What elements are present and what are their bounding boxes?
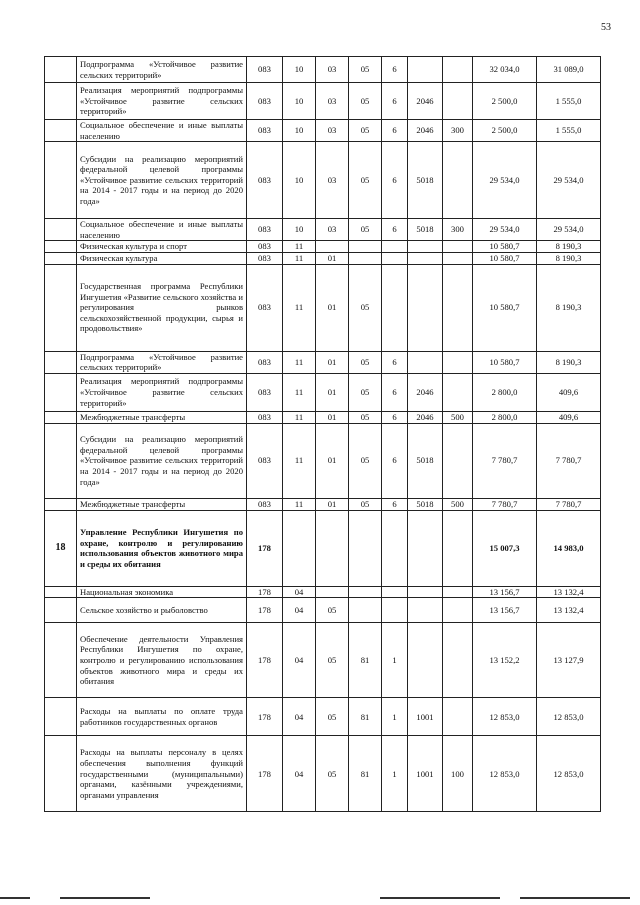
cell-c3: 01	[316, 423, 349, 498]
cell-c1: 178	[247, 698, 283, 736]
table-row	[45, 373, 601, 411]
cell-v1: 12 853,0	[473, 736, 537, 812]
cell-c1: 083	[247, 252, 283, 264]
cell-c7	[443, 373, 473, 411]
cell-v1: 13 152,2	[473, 623, 537, 698]
cell-c1: 083	[247, 498, 283, 510]
cell-name: Реализация мероприятий подпрограммы «Устойчивое развитие сельских территорий»	[77, 83, 247, 120]
table-row	[45, 57, 601, 83]
cell-idx	[45, 351, 77, 373]
cell-v2: 12 853,0	[537, 736, 601, 812]
cell-c3: 03	[316, 142, 349, 219]
cell-c3: 03	[316, 219, 349, 241]
table-row	[45, 142, 601, 219]
cell-v1: 10 580,7	[473, 264, 537, 351]
cell-v2: 409,6	[537, 411, 601, 423]
table-row	[45, 736, 601, 812]
cell-v2: 7 780,7	[537, 423, 601, 498]
cell-name: Реализация мероприятий подпрограммы «Устойчивое развитие сельских территорий»	[77, 373, 247, 411]
cell-c7	[443, 264, 473, 351]
cell-c4: 81	[349, 698, 382, 736]
cell-c3	[316, 510, 349, 586]
cell-c6	[408, 510, 443, 586]
cell-idx	[45, 57, 77, 83]
cell-v2: 13 132,4	[537, 586, 601, 598]
cell-c7	[443, 351, 473, 373]
cell-c2: 11	[283, 252, 316, 264]
cell-c1: 083	[247, 142, 283, 219]
cell-c5: 6	[382, 83, 408, 120]
cell-c5	[382, 264, 408, 351]
cell-idx	[45, 264, 77, 351]
cell-idx	[45, 498, 77, 510]
cell-c1: 083	[247, 83, 283, 120]
cell-c1: 083	[247, 423, 283, 498]
cell-c4: 05	[349, 120, 382, 142]
cell-c5: 6	[382, 498, 408, 510]
cell-name: Национальная экономика	[77, 586, 247, 598]
cell-idx	[45, 423, 77, 498]
table-row	[45, 510, 601, 586]
cell-c4	[349, 241, 382, 253]
cell-idx	[45, 120, 77, 142]
cell-c4: 05	[349, 498, 382, 510]
cell-v1: 10 580,7	[473, 241, 537, 253]
table-row	[45, 498, 601, 510]
cell-v1: 13 156,7	[473, 598, 537, 623]
cell-c5: 1	[382, 623, 408, 698]
cell-c5	[382, 241, 408, 253]
cell-c3: 03	[316, 120, 349, 142]
cell-c6	[408, 351, 443, 373]
table-row	[45, 120, 601, 142]
table-row	[45, 241, 601, 253]
cell-c3: 05	[316, 736, 349, 812]
cell-c6: 2046	[408, 411, 443, 423]
cell-c4: 05	[349, 219, 382, 241]
cell-c7	[443, 241, 473, 253]
cell-c5: 6	[382, 351, 408, 373]
cell-v2: 12 853,0	[537, 698, 601, 736]
cell-c7: 100	[443, 736, 473, 812]
cell-c6	[408, 586, 443, 598]
cell-name: Физическая культура и спорт	[77, 241, 247, 253]
cell-v2: 8 190,3	[537, 351, 601, 373]
table-row	[45, 623, 601, 698]
cell-c7	[443, 142, 473, 219]
cell-c3: 01	[316, 351, 349, 373]
cell-c6: 2046	[408, 120, 443, 142]
cell-name: Подпрограмма «Устойчивое развитие сельских территорий»	[77, 57, 247, 83]
cell-c5	[382, 598, 408, 623]
cell-c4	[349, 598, 382, 623]
cell-c2: 10	[283, 83, 316, 120]
page-number: 53	[601, 22, 611, 33]
cell-c4: 05	[349, 373, 382, 411]
cell-v2: 8 190,3	[537, 241, 601, 253]
cell-c3: 01	[316, 498, 349, 510]
cell-v1: 2 800,0	[473, 373, 537, 411]
cell-c3	[316, 586, 349, 598]
cell-idx	[45, 252, 77, 264]
cell-c7	[443, 598, 473, 623]
table-row	[45, 698, 601, 736]
cell-v2: 7 780,7	[537, 498, 601, 510]
cell-c5: 6	[382, 411, 408, 423]
cell-name: Субсидии на реализацию мероприятий федеральной целевой программы «Устойчивое развитие сельских территорий на 2014 - 2017 годы и на период до 2020 года»	[77, 142, 247, 219]
cell-c6	[408, 57, 443, 83]
cell-v2: 1 555,0	[537, 83, 601, 120]
cell-v1: 2 500,0	[473, 83, 537, 120]
cell-v1: 7 780,7	[473, 498, 537, 510]
cell-c3	[316, 241, 349, 253]
cell-c6: 5018	[408, 142, 443, 219]
cell-c1: 083	[247, 120, 283, 142]
cell-c2: 04	[283, 736, 316, 812]
cell-v2: 13 132,4	[537, 598, 601, 623]
cell-c3: 05	[316, 598, 349, 623]
cell-name: Расходы на выплаты персоналу в целях обеспечения выполнения функций государственными (муниципальными) органами, казёнными учреждениями, органами управления	[77, 736, 247, 812]
cell-c3: 01	[316, 252, 349, 264]
cell-c1: 178	[247, 598, 283, 623]
cell-c2: 11	[283, 351, 316, 373]
table-row	[45, 264, 601, 351]
table-row	[45, 423, 601, 498]
cell-c1: 178	[247, 510, 283, 586]
cell-c4: 05	[349, 411, 382, 423]
cell-c6	[408, 598, 443, 623]
cell-c2: 10	[283, 57, 316, 83]
table-body	[45, 57, 601, 812]
cell-idx	[45, 83, 77, 120]
cell-c7	[443, 83, 473, 120]
cell-idx	[45, 411, 77, 423]
cell-v1: 10 580,7	[473, 351, 537, 373]
cell-c1: 178	[247, 586, 283, 598]
cell-v1: 29 534,0	[473, 142, 537, 219]
cell-v2: 13 127,9	[537, 623, 601, 698]
cell-c5: 6	[382, 373, 408, 411]
cell-idx	[45, 623, 77, 698]
cell-c6: 5018	[408, 219, 443, 241]
cell-v2: 8 190,3	[537, 264, 601, 351]
cell-v2: 29 534,0	[537, 142, 601, 219]
cell-c7	[443, 623, 473, 698]
cell-name: Межбюджетные трансферты	[77, 411, 247, 423]
cell-c4	[349, 586, 382, 598]
cell-c7: 300	[443, 219, 473, 241]
budget-table	[44, 56, 601, 812]
cell-c2: 11	[283, 264, 316, 351]
cell-name: Межбюджетные трансферты	[77, 498, 247, 510]
cell-c7	[443, 586, 473, 598]
cell-c3: 01	[316, 264, 349, 351]
cell-c1: 083	[247, 57, 283, 83]
cell-c3: 05	[316, 623, 349, 698]
table-row	[45, 411, 601, 423]
cell-c1: 178	[247, 736, 283, 812]
cell-c5: 6	[382, 142, 408, 219]
cell-c5: 1	[382, 698, 408, 736]
cell-c2: 11	[283, 241, 316, 253]
cell-c2: 11	[283, 498, 316, 510]
cell-c6	[408, 252, 443, 264]
cell-c4: 81	[349, 736, 382, 812]
cell-v1: 29 534,0	[473, 219, 537, 241]
cell-name: Сельское хозяйство и рыболовство	[77, 598, 247, 623]
cell-c6	[408, 264, 443, 351]
cell-c6: 1001	[408, 736, 443, 812]
cell-c5: 1	[382, 736, 408, 812]
cell-c3: 05	[316, 698, 349, 736]
cell-name: Обеспечение деятельности Управления Республики Ингушетия по охране, контролю и регулированию использования объектов животного мира и среды их обитания	[77, 623, 247, 698]
cell-c2	[283, 510, 316, 586]
cell-name: Управление Республики Ингушетия по охране, контролю и регулированию использования объектов животного мира и среды их обитания	[77, 510, 247, 586]
cell-c4: 05	[349, 264, 382, 351]
cell-c2: 11	[283, 423, 316, 498]
cell-idx	[45, 373, 77, 411]
cell-v1: 15 007,3	[473, 510, 537, 586]
cell-v1: 13 156,7	[473, 586, 537, 598]
cell-c5: 6	[382, 120, 408, 142]
cell-c4: 05	[349, 83, 382, 120]
cell-c6: 2046	[408, 373, 443, 411]
cell-v1: 12 853,0	[473, 698, 537, 736]
cell-c7	[443, 57, 473, 83]
cell-c7	[443, 423, 473, 498]
cell-c6: 1001	[408, 698, 443, 736]
cell-idx	[45, 736, 77, 812]
cell-idx	[45, 598, 77, 623]
table-row	[45, 219, 601, 241]
cell-c6: 2046	[408, 83, 443, 120]
cell-c5	[382, 586, 408, 598]
cell-c2: 04	[283, 598, 316, 623]
cell-c4	[349, 510, 382, 586]
cell-name: Физическая культура	[77, 252, 247, 264]
cell-c7: 500	[443, 498, 473, 510]
table-row	[45, 598, 601, 623]
cell-c3: 03	[316, 57, 349, 83]
cell-c6: 5018	[408, 423, 443, 498]
cell-c2: 04	[283, 698, 316, 736]
cell-name: Государственная программа Республики Ингушетия «Развитие сельского хозяйства и регулирования рынков сельскохозяйственной продукции, сырья и продовольствия»	[77, 264, 247, 351]
cell-c1: 178	[247, 623, 283, 698]
cell-c7: 300	[443, 120, 473, 142]
cell-c4	[349, 252, 382, 264]
cell-v1: 2 800,0	[473, 411, 537, 423]
cell-c1: 083	[247, 264, 283, 351]
cell-c5	[382, 510, 408, 586]
cell-name: Социальное обеспечение и иные выплаты населению	[77, 120, 247, 142]
cell-c1: 083	[247, 219, 283, 241]
table-row	[45, 83, 601, 120]
cell-idx	[45, 219, 77, 241]
cell-c1: 083	[247, 241, 283, 253]
cell-v1: 7 780,7	[473, 423, 537, 498]
table-row	[45, 252, 601, 264]
cell-v2: 14 983,0	[537, 510, 601, 586]
cell-v2: 29 534,0	[537, 219, 601, 241]
cell-v2: 8 190,3	[537, 252, 601, 264]
table-row	[45, 586, 601, 598]
cell-c6	[408, 623, 443, 698]
cell-idx	[45, 698, 77, 736]
cell-c4: 05	[349, 57, 382, 83]
cell-c4: 05	[349, 142, 382, 219]
cell-c7	[443, 698, 473, 736]
cell-c1: 083	[247, 411, 283, 423]
cell-v2: 409,6	[537, 373, 601, 411]
cell-v2: 1 555,0	[537, 120, 601, 142]
cell-c7	[443, 252, 473, 264]
cell-idx	[45, 241, 77, 253]
cell-c4: 81	[349, 623, 382, 698]
cell-c2: 11	[283, 373, 316, 411]
cell-name: Подпрограмма «Устойчивое развитие сельских территорий»	[77, 351, 247, 373]
cell-name: Субсидии на реализацию мероприятий федеральной целевой программы «Устойчивое развитие сельских территорий на 2014 - 2017 годы и на период до 2020 года»	[77, 423, 247, 498]
cell-name: Социальное обеспечение и иные выплаты населению	[77, 219, 247, 241]
cell-c3: 01	[316, 411, 349, 423]
cell-c2: 04	[283, 623, 316, 698]
cell-c2: 10	[283, 120, 316, 142]
cell-idx	[45, 142, 77, 219]
cell-c3: 03	[316, 83, 349, 120]
cell-v1: 2 500,0	[473, 120, 537, 142]
cell-idx	[45, 586, 77, 598]
cell-c3: 01	[316, 373, 349, 411]
scan-edge-marks	[0, 893, 640, 905]
cell-c6: 5018	[408, 498, 443, 510]
cell-c5	[382, 252, 408, 264]
cell-c6	[408, 241, 443, 253]
cell-c5: 6	[382, 219, 408, 241]
cell-c5: 6	[382, 57, 408, 83]
cell-c4: 05	[349, 423, 382, 498]
cell-c1: 083	[247, 351, 283, 373]
cell-c5: 6	[382, 423, 408, 498]
cell-c1: 083	[247, 373, 283, 411]
cell-idx: 18	[45, 510, 77, 586]
cell-c7	[443, 510, 473, 586]
cell-c2: 10	[283, 219, 316, 241]
cell-c7: 500	[443, 411, 473, 423]
cell-c2: 10	[283, 142, 316, 219]
cell-c2: 04	[283, 586, 316, 598]
cell-c4: 05	[349, 351, 382, 373]
cell-v2: 31 089,0	[537, 57, 601, 83]
cell-c2: 11	[283, 411, 316, 423]
cell-v1: 10 580,7	[473, 252, 537, 264]
cell-v1: 32 034,0	[473, 57, 537, 83]
cell-name: Расходы на выплаты по оплате труда работников государственных органов	[77, 698, 247, 736]
table-row	[45, 351, 601, 373]
